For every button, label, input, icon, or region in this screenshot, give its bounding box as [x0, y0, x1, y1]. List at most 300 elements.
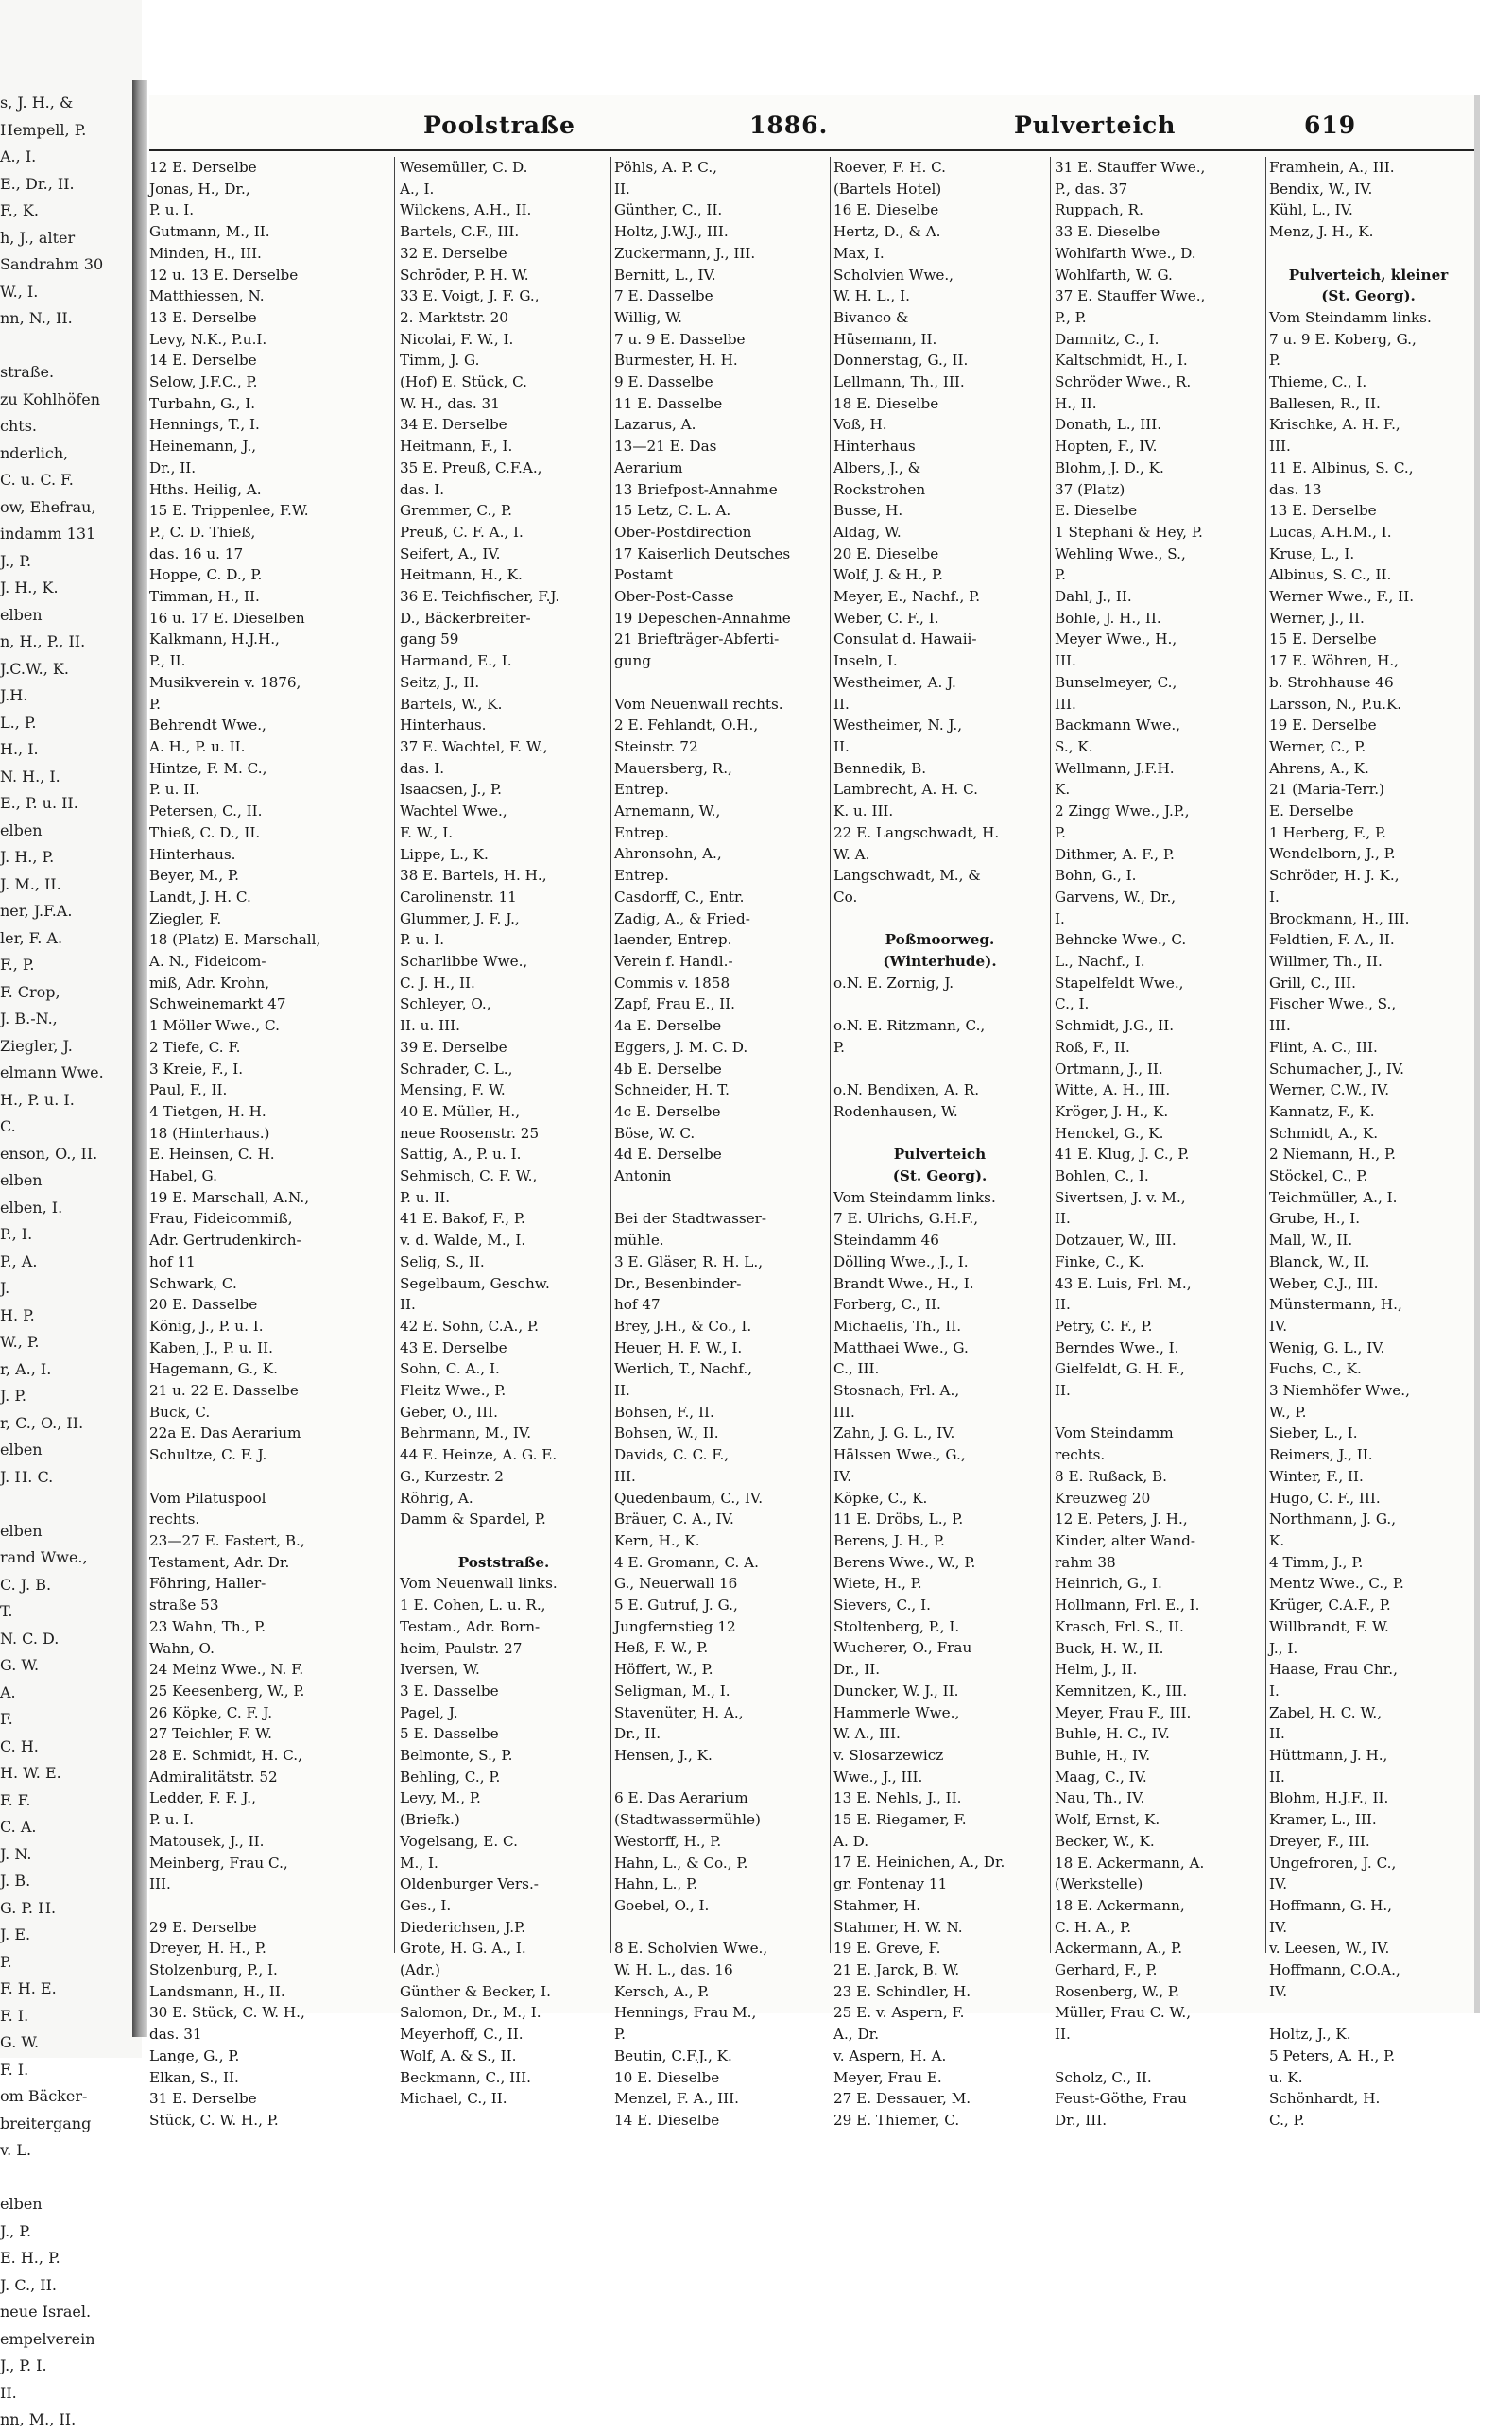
- facing-page-line: [0, 333, 132, 360]
- facing-page-line: P., I.: [0, 1225, 33, 1243]
- directory-line: Bräuer, C. A., IV.: [614, 1510, 734, 1528]
- facing-page-line: N. C. D.: [0, 1629, 60, 1648]
- directory-line: Matthiessen, N.: [149, 287, 265, 305]
- directory-line: 39 E. Derselbe: [400, 1038, 507, 1056]
- directory-line: Entrep.: [614, 823, 669, 841]
- header-year: 1886.: [749, 112, 829, 139]
- directory-line: Dr., II.: [149, 458, 197, 476]
- facing-page-line: J. N.: [0, 1844, 32, 1863]
- column-spacer: [614, 1917, 828, 1939]
- column-divider: [1050, 157, 1051, 1953]
- directory-line: 41 E. Klug, J. C., P.: [1055, 1146, 1190, 1164]
- directory-line: 10 E. Dieselbe: [614, 2068, 720, 2086]
- directory-line: W. H. L., I.: [833, 287, 910, 305]
- column-5: [1055, 157, 1263, 2129]
- directory-line: Buhle, H. C., IV.: [1055, 1725, 1170, 1743]
- directory-line: III.: [1055, 652, 1076, 670]
- directory-line: IV.: [833, 1467, 852, 1485]
- directory-line: Hälssen Wwe., G.,: [833, 1446, 966, 1464]
- directory-line: rahm 38: [1055, 1553, 1116, 1571]
- directory-line: 16 E. Dieselbe: [833, 201, 939, 219]
- facing-page-line: enson, O., II.: [0, 1144, 98, 1163]
- directory-line: Levy, M., P.: [400, 1789, 481, 1807]
- directory-line: Werner Wwe., F., II.: [1269, 588, 1415, 606]
- directory-line: 26 Köpke, C. F. J.: [149, 1703, 273, 1721]
- directory-line: Heitmann, F., I.: [400, 438, 513, 456]
- directory-line: Aerarium: [614, 458, 683, 476]
- facing-page-line: Hempell, P.: [0, 120, 87, 139]
- directory-line: 4 Timm, J., P.: [1269, 1553, 1364, 1571]
- directory-line: Max, I.: [833, 244, 885, 262]
- facing-page-line: J.: [0, 1279, 10, 1297]
- directory-line: Stahmer, H. W. N.: [833, 1918, 963, 1936]
- directory-line: gung: [614, 652, 652, 670]
- column-spacer: [149, 1895, 390, 1917]
- directory-line: Stöckel, C., P.: [1269, 1167, 1368, 1185]
- directory-line: Brockmann, H., III.: [1269, 909, 1410, 927]
- directory-line: G., Neuerwall 16: [614, 1575, 738, 1593]
- directory-line: Flint, A. C., III.: [1269, 1038, 1378, 1056]
- directory-line: Wolf, J. & H., P.: [833, 566, 943, 584]
- directory-line: hof 47: [614, 1296, 661, 1314]
- directory-line: Stoltenberg, P., I.: [833, 1617, 960, 1635]
- directory-line: u. K.: [1269, 2068, 1303, 2086]
- directory-line: Kannatz, F., K.: [1269, 1102, 1375, 1120]
- directory-line: 15 E. Derselbe: [1269, 630, 1377, 648]
- directory-line: Werner, C.W., IV.: [1269, 1081, 1390, 1099]
- directory-line: 43 E. Derselbe: [400, 1338, 507, 1356]
- directory-line: Becker, W., K.: [1055, 1832, 1155, 1850]
- directory-line: 27 Teichler, F. W.: [149, 1725, 272, 1743]
- directory-line: Dahl, J., II.: [1055, 588, 1132, 606]
- directory-line: 11 E. Dröbs, L., P.: [833, 1510, 964, 1528]
- directory-line: Krüger, C.A.F., P.: [1269, 1597, 1391, 1614]
- facing-page-line: L., P.: [0, 713, 37, 732]
- directory-line: W. H. L., das. 16: [614, 1961, 733, 1978]
- directory-line: A., Dr.: [833, 2026, 880, 2044]
- directory-line: Willmer, Th., II.: [1269, 953, 1383, 970]
- directory-line: Meyer, Frau F., III.: [1055, 1703, 1192, 1721]
- directory-line: 3 E. Gläser, R. H. L.,: [614, 1252, 764, 1270]
- directory-line: 4a E. Derselbe: [614, 1017, 722, 1035]
- facing-page-line: ler, F. A.: [0, 928, 63, 947]
- directory-line: Landt, J. H. C.: [149, 888, 251, 906]
- directory-line: Sattig, A., P. u. I.: [400, 1146, 522, 1164]
- facing-page-line: [0, 2165, 132, 2192]
- directory-line: Westheimer, N. J.,: [833, 716, 963, 734]
- directory-line: 28 E. Schmidt, H. C.,: [149, 1747, 302, 1765]
- directory-line: 13 E. Nehls, J., II.: [833, 1789, 962, 1807]
- directory-line: Michaelis, Th., II.: [833, 1317, 962, 1335]
- directory-line: Witte, A. H., III.: [1055, 1081, 1171, 1099]
- directory-line: 2 Tiefe, C. F.: [149, 1038, 241, 1056]
- directory-line: Stavenüter, H. A.,: [614, 1703, 744, 1721]
- directory-line: 8 E. Scholvien Wwe.,: [614, 1940, 768, 1958]
- facing-page-line: nn, N., II.: [0, 309, 73, 327]
- facing-page-line: H., P. u. I.: [0, 1090, 75, 1109]
- directory-line: 18 E. Ackermann,: [1055, 1896, 1185, 1914]
- directory-line: 36 E. Teichfischer, F.J.: [400, 588, 560, 606]
- directory-line: Casdorff, C., Entr.: [614, 888, 745, 906]
- directory-line: Matthaei Wwe., G.: [833, 1338, 969, 1356]
- directory-line: Menzel, F. A., III.: [614, 2090, 739, 2108]
- directory-line: 6 E. Das Aerarium: [614, 1789, 748, 1807]
- directory-line: Glummer, J. F. J.,: [400, 909, 520, 927]
- directory-line: 17 E. Heinichen, A., Dr.: [833, 1854, 1005, 1872]
- directory-line: v. Slosarzewicz: [833, 1746, 944, 1764]
- directory-line: IV.: [1269, 1317, 1288, 1335]
- directory-line: Menz, J. H., K.: [1269, 223, 1374, 241]
- directory-line: Dölling Wwe., J., I.: [833, 1252, 969, 1270]
- directory-line: II.: [1055, 1210, 1071, 1228]
- directory-line: Donnerstag, G., II.: [833, 352, 969, 370]
- column-spacer: [1269, 243, 1468, 265]
- directory-line: Hagemann, G., K.: [149, 1360, 278, 1378]
- directory-line: Heuer, H. F. W., I.: [614, 1338, 743, 1356]
- directory-line: P.: [833, 1038, 845, 1056]
- directory-line: III.: [149, 1875, 171, 1893]
- directory-line: Vom Pilatuspool: [149, 1489, 266, 1507]
- column-spacer: [1269, 2002, 1468, 2024]
- directory-line: 15 Letz, C. L. A.: [614, 502, 731, 520]
- directory-line: Preuß, C. F. A., I.: [400, 523, 524, 541]
- facing-page-line: G. P. H.: [0, 1898, 57, 1917]
- directory-line: 29 E. Thiemer, C.: [833, 2111, 960, 2129]
- directory-line: Ballesen, R., II.: [1269, 394, 1381, 412]
- directory-line: Nau, Th., IV.: [1055, 1789, 1145, 1807]
- directory-line: Henckel, G., K.: [1055, 1124, 1164, 1142]
- directory-line: Lambrecht, A. H. C.: [833, 781, 978, 799]
- facing-page-line: J., P.: [0, 551, 32, 570]
- column-spacer: [833, 993, 1046, 1015]
- directory-line: Hoppe, C. D., P.: [149, 566, 263, 584]
- column-spacer: [833, 1059, 1046, 1080]
- directory-line: Günther, C., II.: [614, 201, 723, 219]
- directory-line: P.: [149, 695, 161, 713]
- directory-line: Werlich, T., Nachf.,: [614, 1360, 753, 1378]
- directory-line: straße 53: [149, 1597, 219, 1614]
- directory-line: Roever, F. H. C.: [833, 159, 947, 176]
- directory-line: Scholz, C., II.: [1055, 2068, 1152, 2086]
- directory-line: Lucas, A.H.M., I.: [1269, 523, 1392, 541]
- directory-line: Wohlfarth Wwe., D.: [1055, 244, 1196, 262]
- directory-line: 14 E. Dieselbe: [614, 2111, 720, 2129]
- directory-line: Roß, F., II.: [1055, 1038, 1130, 1056]
- directory-line: Jungfernstieg 12: [614, 1617, 736, 1635]
- facing-page-line: rand Wwe.,: [0, 1548, 88, 1566]
- directory-line: (Hof) E. Stück, C.: [400, 373, 527, 391]
- directory-line: 27 E. Dessauer, M.: [833, 2090, 971, 2108]
- directory-line: Hammerle Wwe.,: [833, 1703, 960, 1721]
- directory-line: Elkan, S., II.: [149, 2068, 239, 2086]
- directory-line: mühle.: [614, 1232, 664, 1250]
- directory-line: G., Kurzestr. 2: [400, 1467, 504, 1485]
- directory-line: Schmidt, A., K.: [1269, 1124, 1379, 1142]
- page-header: [149, 112, 1474, 146]
- directory-line: L., Nachf., I.: [1055, 953, 1145, 971]
- directory-line: 4b E. Derselbe: [614, 1060, 722, 1078]
- facing-page-fragment: [0, 90, 132, 2428]
- directory-line: o.N. E. Ritzmann, C.,: [833, 1017, 986, 1035]
- facing-page-line: nderlich,: [0, 443, 69, 462]
- facing-page-line: Sandrahm 30: [0, 255, 104, 273]
- directory-line: I.: [1269, 1682, 1280, 1700]
- directory-line: Krasch, Frl. S., II.: [1055, 1617, 1184, 1635]
- directory-line: Mentz Wwe., C., P.: [1269, 1575, 1404, 1593]
- directory-line: Schwark, C.: [149, 1274, 237, 1292]
- directory-line: Arnemann, W.,: [614, 803, 721, 820]
- directory-line: Gielfeldt, G. H. F.,: [1055, 1360, 1185, 1378]
- directory-line: 2 Niemann, H., P.: [1269, 1146, 1396, 1164]
- directory-line: Blohm, H.J.F., II.: [1269, 1789, 1389, 1807]
- directory-line: K.: [1055, 781, 1071, 799]
- column-spacer: [1055, 2046, 1263, 2067]
- facing-page-line: empelverein: [0, 2329, 95, 2348]
- column-3: [614, 157, 828, 2129]
- directory-line: Ober-Post-Casse: [614, 588, 734, 606]
- directory-line: Vom Steindamm links.: [1269, 308, 1432, 326]
- directory-line: 3 Kreie, F., I.: [149, 1060, 244, 1078]
- directory-line: P. u. II.: [149, 781, 200, 799]
- facing-page-line: elben, I.: [0, 1198, 63, 1217]
- facing-page-line: A., I.: [0, 147, 37, 165]
- directory-line: Dr., II.: [614, 1725, 662, 1743]
- directory-line: Bernitt, L., IV.: [614, 266, 716, 284]
- directory-line: Hoffmann, G. H.,: [1269, 1896, 1392, 1914]
- directory-line: Ziegler, F.: [149, 909, 222, 927]
- directory-line: Meyer, E., Nachf., P.: [833, 588, 981, 606]
- directory-line: Stolzenburg, P., I.: [149, 1961, 278, 1979]
- directory-line: D., Bäckerbreiter-: [400, 609, 531, 627]
- directory-line: 19 E. Greve, F.: [833, 1940, 941, 1958]
- directory-line: Testament, Adr. Dr.: [149, 1553, 290, 1571]
- directory-line: miß, Adr. Krohn,: [149, 974, 270, 992]
- facing-page-line: C. H.: [0, 1736, 39, 1755]
- directory-line: Teichmüller, A., I.: [1269, 1188, 1398, 1206]
- column-4: [833, 157, 1046, 2129]
- directory-line: Oldenburger Vers.-: [400, 1875, 539, 1893]
- directory-line: F. W., I.: [400, 823, 454, 841]
- column-spacer: [614, 1187, 828, 1209]
- directory-line: Goebel, O., I.: [614, 1896, 710, 1914]
- directory-line: Timm, J. G.: [400, 352, 480, 370]
- directory-line: (Bartels Hotel): [833, 180, 942, 198]
- directory-line: Holtz, J.W.J., III.: [614, 223, 729, 241]
- directory-line: 20 E. Dieselbe: [833, 544, 939, 562]
- book-gutter: [132, 80, 147, 2037]
- directory-line: Bennedik, B.: [833, 759, 927, 777]
- directory-line: Ober-Postdirection: [614, 523, 752, 541]
- facing-page-line: n, H., P., II.: [0, 632, 86, 650]
- directory-line: Verein f. Handl.-: [614, 953, 733, 970]
- directory-line: Berndes Wwe., I.: [1055, 1338, 1179, 1356]
- directory-line: IV.: [1269, 1918, 1288, 1936]
- directory-line: Ortmann, J., II.: [1055, 1060, 1163, 1078]
- facing-page-line: H. W. E.: [0, 1764, 61, 1782]
- column-2: [400, 157, 608, 2108]
- directory-line: v. Leesen, W., IV.: [1269, 1940, 1390, 1958]
- directory-line: Hollmann, Frl. E., I.: [1055, 1597, 1200, 1614]
- directory-line: Fischer Wwe., S.,: [1269, 995, 1397, 1013]
- directory-line: Wucherer, O., Frau: [833, 1639, 972, 1657]
- directory-line: W. A., III.: [833, 1725, 901, 1743]
- directory-line: 20 E. Dasselbe: [149, 1296, 258, 1314]
- facing-page-line: ner, J.F.A.: [0, 902, 73, 920]
- directory-line: Framhein, A., III.: [1269, 159, 1395, 176]
- directory-line: Kramer, L., III.: [1269, 1811, 1377, 1829]
- directory-line: 5 Peters, A. H., P.: [1269, 2046, 1396, 2064]
- directory-line: 12 E. Peters, J. H.,: [1055, 1510, 1188, 1528]
- facing-page-line: zu Kohlhöfen: [0, 389, 101, 408]
- directory-line: Hennings, T., I.: [149, 416, 260, 434]
- directory-line: Kersch, A., P.: [614, 1982, 710, 2000]
- directory-line: 34 E. Derselbe: [400, 416, 507, 434]
- directory-line: Thieme, C., I.: [1269, 373, 1367, 391]
- column-6: [1269, 157, 1468, 2129]
- directory-line: Backmann Wwe.,: [1055, 716, 1181, 734]
- directory-line: Adr. Gertrudenkirch-: [149, 1232, 301, 1250]
- directory-line: Rosenberg, W., P.: [1055, 1982, 1179, 2000]
- directory-line: Wwe., J., III.: [833, 1768, 923, 1786]
- facing-page-line: [0, 1491, 132, 1518]
- directory-line: Admiralitätstr. 52: [149, 1768, 278, 1786]
- directory-line: Dreyer, H. H., P.: [149, 1940, 266, 1958]
- directory-line: (Stadtwassermühle): [614, 1811, 761, 1829]
- directory-line: Stück, C. W. H., P.: [149, 2111, 279, 2129]
- directory-line: II.: [1269, 1725, 1285, 1743]
- directory-line: 8 E. Rußack, B.: [1055, 1467, 1168, 1485]
- facing-page-line: J.C.W., K.: [0, 659, 69, 678]
- directory-line: Selow, J.F.C., P.: [149, 373, 258, 391]
- directory-line: Ackermann, A., P.: [1055, 1940, 1183, 1958]
- directory-line: Blanck, W., II.: [1269, 1252, 1370, 1270]
- facing-page-line: h, J., alter: [0, 228, 76, 247]
- section-heading: (St. Georg).: [892, 1166, 988, 1184]
- directory-line: Belmonte, S., P.: [400, 1747, 513, 1765]
- facing-page-line: C. u. C. F.: [0, 471, 74, 489]
- directory-line: Ahronsohn, A.,: [614, 845, 722, 863]
- directory-line: Hinterhaus.: [149, 845, 236, 863]
- directory-line: Köpke, C., K.: [833, 1489, 928, 1507]
- facing-page-line: J. C., II.: [0, 2275, 57, 2294]
- facing-page-line: J., P.: [0, 2221, 32, 2240]
- directory-line: P., C. D. Thieß,: [149, 523, 256, 541]
- directory-line: Steindamm 46: [833, 1232, 939, 1250]
- directory-line: Heß, F. W., P.: [614, 1639, 709, 1657]
- directory-line: Fleitz Wwe., P.: [400, 1382, 507, 1400]
- directory-line: 1 Möller Wwe., C.: [149, 1017, 280, 1035]
- directory-line: Gremmer, C., P.: [400, 502, 512, 520]
- directory-line: Willig, W.: [614, 308, 682, 326]
- directory-line: 18 (Platz) E. Marschall,: [149, 931, 321, 949]
- directory-line: P.: [1055, 566, 1066, 584]
- directory-line: 18 E. Ackermann, A.: [1055, 1854, 1205, 1872]
- directory-line: P., II.: [149, 652, 186, 670]
- directory-line: 1 Herberg, F., P.: [1269, 823, 1386, 841]
- facing-page-line: P., A.: [0, 1252, 38, 1270]
- directory-line: rechts.: [1055, 1446, 1106, 1464]
- directory-line: Berens Wwe., W., P.: [833, 1553, 976, 1571]
- facing-page-line: J. E.: [0, 1925, 31, 1943]
- directory-line: 13 Briefpost-Annahme: [614, 480, 778, 498]
- directory-line: II.: [614, 180, 630, 198]
- directory-line: Zabel, H. C. W.,: [1269, 1703, 1383, 1721]
- directory-line: Beyer, M., P.: [149, 867, 239, 885]
- facing-page-line: s, J. H., &: [0, 94, 74, 112]
- column-spacer: [614, 1767, 828, 1788]
- directory-line: 43 E. Luis, Frl. M.,: [1055, 1274, 1192, 1292]
- facing-page-line: W., P.: [0, 1333, 40, 1351]
- directory-line: Höffert, W., P.: [614, 1661, 713, 1679]
- directory-line: Nicolai, F. W., I.: [400, 330, 514, 348]
- directory-line: Beckmann, C., III.: [400, 2068, 531, 2086]
- directory-line: Kalkmann, H.J.H.,: [149, 630, 280, 648]
- directory-line: Northmann, J. G.,: [1269, 1510, 1397, 1528]
- directory-line: Hopten, F., IV.: [1055, 438, 1158, 456]
- directory-line: 37 E. Wachtel, F. W.,: [400, 737, 548, 755]
- directory-line: Gutmann, M., II.: [149, 223, 270, 241]
- facing-page-line: F. I.: [0, 2006, 29, 2025]
- directory-line: hof 11: [149, 1252, 196, 1270]
- directory-line: S., K.: [1055, 737, 1093, 755]
- directory-line: 35 E. Preuß, C.F.A.,: [400, 458, 542, 476]
- directory-line: Kruse, L., I.: [1269, 544, 1355, 562]
- directory-line: gang 59: [400, 630, 459, 648]
- facing-page-line: elmann Wwe.: [0, 1063, 104, 1081]
- facing-page-line: J. P.: [0, 1387, 26, 1405]
- directory-line: Landsmann, H., II.: [149, 1982, 285, 2000]
- directory-line: Burmester, H. H.: [614, 352, 738, 370]
- directory-line: 15 E. Riegamer, F.: [833, 1811, 967, 1829]
- directory-line: Blohm, J. D., K.: [1055, 458, 1164, 476]
- directory-line: 21 Briefträger-Abferti-: [614, 630, 780, 648]
- directory-line: J., I.: [1269, 1639, 1298, 1657]
- directory-line: Wohlfarth, W. G.: [1055, 266, 1173, 284]
- facing-page-line: elben: [0, 1441, 43, 1459]
- directory-line: Schrader, C. L.,: [400, 1060, 513, 1078]
- directory-line: 7 E. Dasselbe: [614, 287, 713, 305]
- facing-page-line: F. H. E.: [0, 1979, 57, 1997]
- directory-line: Willbrandt, F. W.: [1269, 1617, 1389, 1635]
- directory-line: 29 E. Derselbe: [149, 1918, 257, 1936]
- directory-line: 22a E. Das Aerarium: [149, 1424, 301, 1442]
- directory-line: 18 (Hinterhaus.): [149, 1124, 270, 1142]
- directory-line: 13—21 E. Das: [614, 438, 717, 456]
- directory-line: Buck, C.: [149, 1403, 211, 1421]
- directory-line: E. Dieselbe: [1055, 502, 1138, 520]
- directory-line: 5 E. Dasselbe: [400, 1725, 499, 1743]
- directory-line: Testam., Adr. Born-: [400, 1617, 541, 1635]
- directory-line: Meyer, Frau E.: [833, 2068, 942, 2086]
- directory-line: Pagel, J.: [400, 1703, 458, 1721]
- directory-line: Duncker, W. J., II.: [833, 1682, 959, 1700]
- directory-line: Dr., III.: [1055, 2111, 1108, 2129]
- column-1: [149, 157, 390, 2129]
- directory-line: Ruppach, R.: [1055, 201, 1143, 219]
- directory-line: Sievers, C., I.: [833, 1597, 931, 1614]
- directory-line: Hüsemann, II.: [833, 330, 937, 348]
- directory-line: Ledder, F. F. J.,: [149, 1789, 256, 1807]
- directory-line: Isaacsen, J., P.: [400, 781, 502, 799]
- directory-line: Lazarus, A.: [614, 416, 696, 434]
- directory-line: Holtz, J., K.: [1269, 2026, 1351, 2044]
- directory-line: Helm, J., II.: [1055, 1661, 1138, 1679]
- facing-page-line: F. F.: [0, 1790, 31, 1809]
- directory-line: 1 Stephani & Hey, P.: [1055, 523, 1203, 541]
- directory-line: Bartels, C.F., III.: [400, 223, 520, 241]
- column-divider: [610, 157, 611, 1953]
- directory-line: 40 E. Müller, H.,: [400, 1102, 521, 1120]
